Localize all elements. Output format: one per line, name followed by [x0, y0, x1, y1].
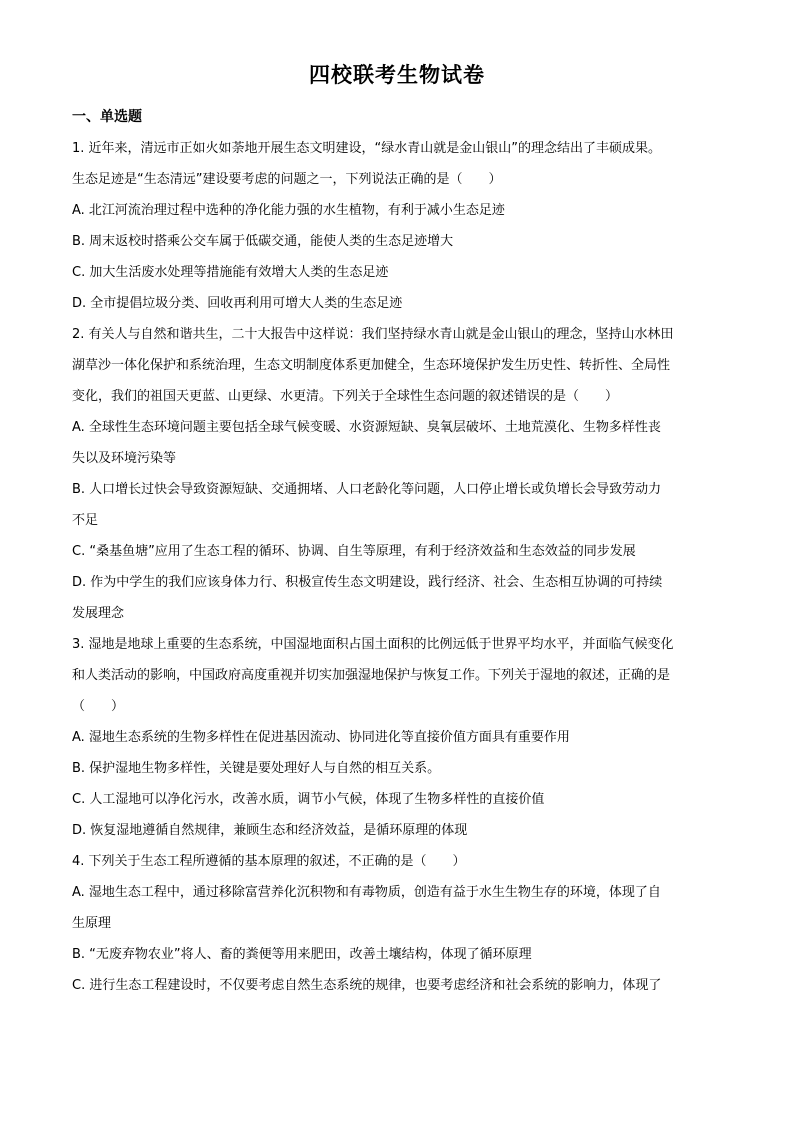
option-C: [72, 257, 722, 288]
option-text-line: A. 北江河流治理过程中选种的净化能力强的水生植物，有利于减小生态足迹: [72, 203, 505, 218]
option-text-line: 发展理念: [72, 606, 125, 621]
question-stem-line: 湖草沙一体化保护和系统治理，生态文明制度体系更加健全，生态环境保护发生历史性、转折性、全局性: [72, 358, 671, 373]
option-text-line: A. 全球性生态环境问题主要包括全球气候变暖、水资源短缺、臭氧层破坏、土地荒漠化、生物多样性丧: [72, 420, 661, 435]
option-text-line: C. “桑基鱼塘”应用了生态工程的循环、协调、自生等原理，有利于经济效益和生态效益的同步发展: [72, 544, 636, 559]
question-stem-line: 变化，我们的祖国天更蓝、山更绿、水更清。下列关于全球性生态问题的叙述错误的是（ ）: [72, 389, 619, 404]
question-stem-line: 4. 下列关于生态工程所遵循的基本原理的叙述，不正确的是（ ）: [72, 854, 466, 869]
option-text-line: D. 全市提倡垃圾分类、回收再利用可增大人类的生态足迹: [72, 296, 403, 311]
option-A: [72, 722, 722, 753]
section-heading: 一、单选题: [72, 109, 142, 125]
option-text-line: B. 人口增长过快会导致资源短缺、交通拥堵、人口老龄化等问题，人口停止增长或负增长会导致劳动力: [72, 482, 662, 497]
question-3: [72, 629, 722, 846]
question-2: [72, 319, 722, 629]
exam-page: [72, 60, 722, 1001]
option-text-line: C. 加大生活废水处理等措施能有效增大人类的生态足迹: [72, 265, 389, 280]
option-text-line: B. 保护湿地生物多样性，关键是要处理好人与自然的相互关系。: [72, 761, 441, 776]
page-title: 四校联考生物试卷: [309, 62, 485, 87]
option-text-line: C. 进行生态工程建设时，不仅要考虑自然生态系统的规律，也要考虑经济和社会系统的影响力，体现了: [72, 978, 662, 993]
question-stem-line: 和人类活动的影响，中国政府高度重视并切实加强湿地保护与恢复工作。下列关于湿地的叙述，正确的是: [72, 668, 671, 683]
option-text-line: A. 湿地生态工程中，通过移除富营养化沉积物和有毒物质，创造有益于水生生物生存的环境，体现了自: [72, 885, 661, 900]
option-text-line: D. 作为中学生的我们应该身体力行、积极宣传生态文明建设，践行经济、社会、生态相互协调的可持续: [72, 575, 663, 590]
option-C: [72, 970, 722, 1001]
option-text-line: B. “无废弃物农业”将人、畜的粪便等用来肥田，改善土壤结构，体现了循环原理: [72, 947, 532, 962]
question-4: [72, 846, 722, 1001]
option-A: [72, 412, 722, 474]
option-text-line: 不足: [72, 513, 99, 528]
option-B: [72, 226, 722, 257]
option-D: [72, 815, 722, 846]
question-stem-line: 2. 有关人与自然和谐共生，二十大报告中这样说：我们坚持绿水青山就是金山银山的理念，坚持山水林田: [72, 327, 674, 342]
option-text-line: 失以及环境污染等: [72, 451, 177, 466]
option-A: [72, 877, 722, 939]
question-1: [72, 133, 722, 319]
option-C: [72, 536, 722, 567]
question-stem-line: 生态足迹是“生态清远”建设要考虑的问题之一，下列说法正确的是（ ）: [72, 172, 502, 187]
option-D: [72, 288, 722, 319]
option-B: [72, 939, 722, 970]
option-C: [72, 784, 722, 815]
option-text-line: B. 周末返校时搭乘公交车属于低碳交通，能使人类的生态足迹增大: [72, 234, 454, 249]
question-stem-line: 3. 湿地是地球上重要的生态系统，中国湿地面积占国土面积的比例远低于世界平均水平，并面临气候变化: [72, 637, 674, 652]
option-text-line: D. 恢复湿地遵循自然规律，兼顾生态和经济效益，是循环原理的体现: [72, 823, 468, 838]
question-list: [72, 133, 722, 1001]
option-D: [72, 567, 722, 629]
option-B: [72, 753, 722, 784]
option-text-line: 生原理: [72, 916, 112, 931]
option-B: [72, 474, 722, 536]
question-stem-line: （ ）: [72, 699, 125, 714]
option-text-line: C. 人工湿地可以净化污水，改善水质，调节小气候，体现了生物多样性的直接价值: [72, 792, 545, 807]
question-stem-line: 1. 近年来，清远市正如火如荼地开展生态文明建设，“绿水青山就是金山银山”的理念结出了丰硕成果。: [72, 141, 662, 156]
option-A: [72, 195, 722, 226]
option-text-line: A. 湿地生态系统的生物多样性在促进基因流动、协同进化等直接价值方面具有重要作用: [72, 730, 570, 745]
